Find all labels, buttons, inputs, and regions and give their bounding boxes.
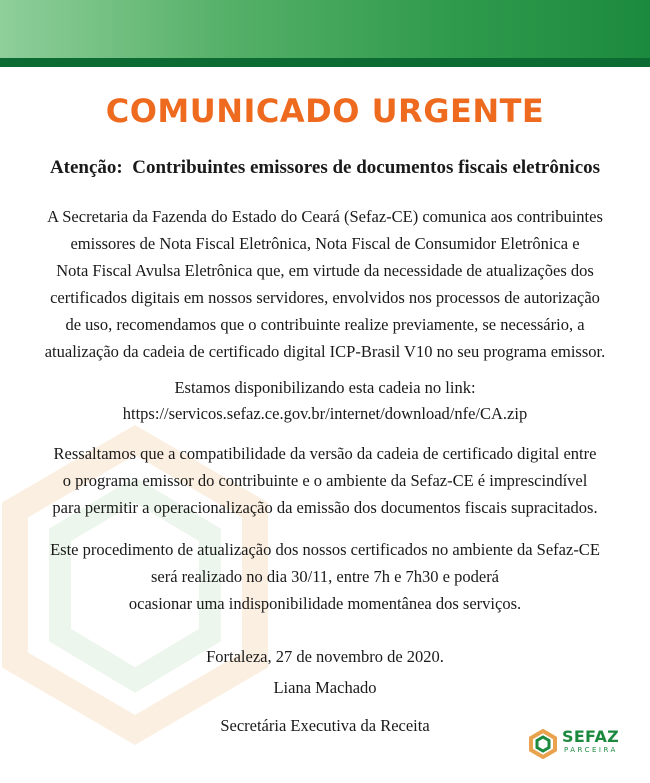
paragraph-link: [20, 375, 630, 427]
text-line: ocasionar uma indisponibilidade momentânea dos serviços.: [128, 594, 522, 613]
text-line: A Secretaria da Fazenda do Estado do Ceará (Sefaz-CE) comunica aos contribuintes: [47, 207, 603, 226]
text-line: emissores de Nota Fiscal Eletrônica, Nota Fiscal de Consumidor Eletrônica e: [70, 234, 580, 253]
text-line: atualização da cadeia de certificado digital ICP-Brasil V10 no seu programa emissor.: [44, 342, 606, 361]
sefaz-logo-icon: [528, 729, 558, 759]
header-divider: [0, 58, 650, 67]
text-line: Este procedimento de atualização dos nossos certificados no ambiente da Sefaz-CE: [50, 540, 600, 559]
text-line: Estamos disponibilizando esta cadeia no link:: [174, 378, 476, 397]
page-title: COMUNICADO URGENTE: [105, 92, 545, 130]
text-line: o programa emissor do contribuinte e o ambiente da Sefaz-CE é imprescindível: [62, 471, 588, 490]
paragraph-intro: [20, 203, 630, 365]
paragraph-schedule: [20, 536, 630, 617]
sefaz-logo: [528, 727, 623, 761]
text-line: será realizado no dia 30/11, entre 7h e 7h30 e poderá: [150, 567, 500, 586]
text-line: de uso, recomendamos que o contribuinte realize previamente, se necessário, a: [65, 315, 585, 334]
header-banner: [0, 0, 650, 58]
subtitle: Atenção: Contribuintes emissores de documentos fiscais eletrônicos: [49, 157, 601, 178]
logo-tagline: PARCEIRA: [564, 746, 618, 754]
paragraph-compatibility: [20, 440, 630, 521]
logo-wordmark: SEFAZ: [562, 727, 620, 746]
download-link[interactable]: https://servicos.sefaz.ce.gov.br/internet/download/nfe/CA.zip: [122, 404, 528, 423]
signature-role: Secretária Executiva da Receita: [220, 716, 430, 735]
text-line: certificados digitais em nossos servidores, envolvidos nos processos de autorização: [50, 288, 600, 307]
signature-name: Liana Machado: [273, 678, 377, 697]
text-line: Nota Fiscal Avulsa Eletrônica que, em virtude da necessidade de atualizações dos: [56, 261, 594, 280]
signature-date: Fortaleza, 27 de novembro de 2020.: [206, 647, 444, 666]
text-line: para permitir a operacionalização da emissão dos documentos fiscais supracitados.: [52, 498, 598, 517]
text-line: Ressaltamos que a compatibilidade da versão da cadeia de certificado digital entre: [53, 444, 597, 463]
